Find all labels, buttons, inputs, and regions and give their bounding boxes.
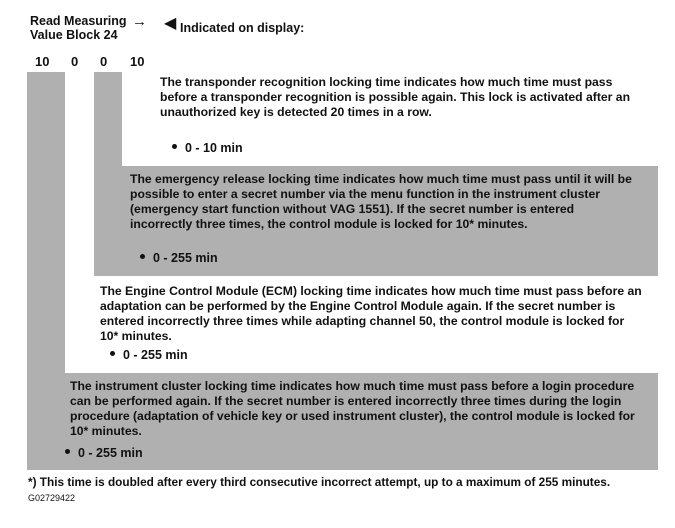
display-value-2: 0 <box>71 54 79 69</box>
instrument-cluster-range <box>65 446 143 460</box>
footnote: *) This time is doubled after every third consecutive incorrect attempt, up to a maximum of 255 minutes. <box>28 475 611 489</box>
emergency-release-range-value: 0 - 255 min <box>153 251 218 265</box>
ecm-description: The Engine Control Module (ECM) locking time indicates how much time must pass before an adaptation can be performed by the Engine Control Module again. If the secret number is entered incorrectly three times while adapting channel 50, the control module is locked for 10* minutes. <box>100 284 642 343</box>
transponder-range <box>172 141 243 155</box>
ecm-range-value: 0 - 255 min <box>123 348 188 362</box>
bullet-icon <box>140 254 145 259</box>
transponder-range-value: 0 - 10 min <box>185 141 243 155</box>
display-value-4: 10 <box>130 54 145 69</box>
read-label-line1: Read Measuring <box>30 14 127 28</box>
figure-id: G02729422 <box>28 493 76 503</box>
read-measuring-label <box>30 14 127 42</box>
transponder-description: The transponder recognition locking time indicates how much time must pass before a transponder recognition is possible again. This lock is activated after an unauthorized key is detected 20 times in a row. <box>160 75 631 119</box>
display-value-3: 0 <box>100 54 108 69</box>
emergency-release-range <box>140 251 218 265</box>
bullet-icon <box>172 144 177 149</box>
bullet-icon <box>65 449 70 454</box>
indicated-on-display-label: Indicated on display: <box>180 21 305 35</box>
read-label-line2: Value Block 24 <box>30 28 118 42</box>
display-value-1: 10 <box>35 54 50 69</box>
ecm-range <box>110 348 188 362</box>
pointer-left-icon: ◀ <box>164 15 177 32</box>
emergency-release-description: The emergency release locking time indicates how much time must pass until it will be possible to enter a secret number via the menu function in the instrument cluster (emergency start function without VAG 1551). If the secret number is entered incorrectly three times, the control module is locked for 10* minutes. <box>130 172 632 231</box>
arrow-right-icon: → <box>132 13 147 30</box>
instrument-cluster-range-value: 0 - 255 min <box>78 446 143 460</box>
instrument-cluster-description: The instrument cluster locking time indicates how much time must pass before a login procedure can be performed again. If the secret number is entered incorrectly three times during the login procedure (adaptation of vehicle key or used instrument cluster), the control module is locked for 10* minutes. <box>70 379 635 438</box>
bullet-icon <box>110 351 115 356</box>
